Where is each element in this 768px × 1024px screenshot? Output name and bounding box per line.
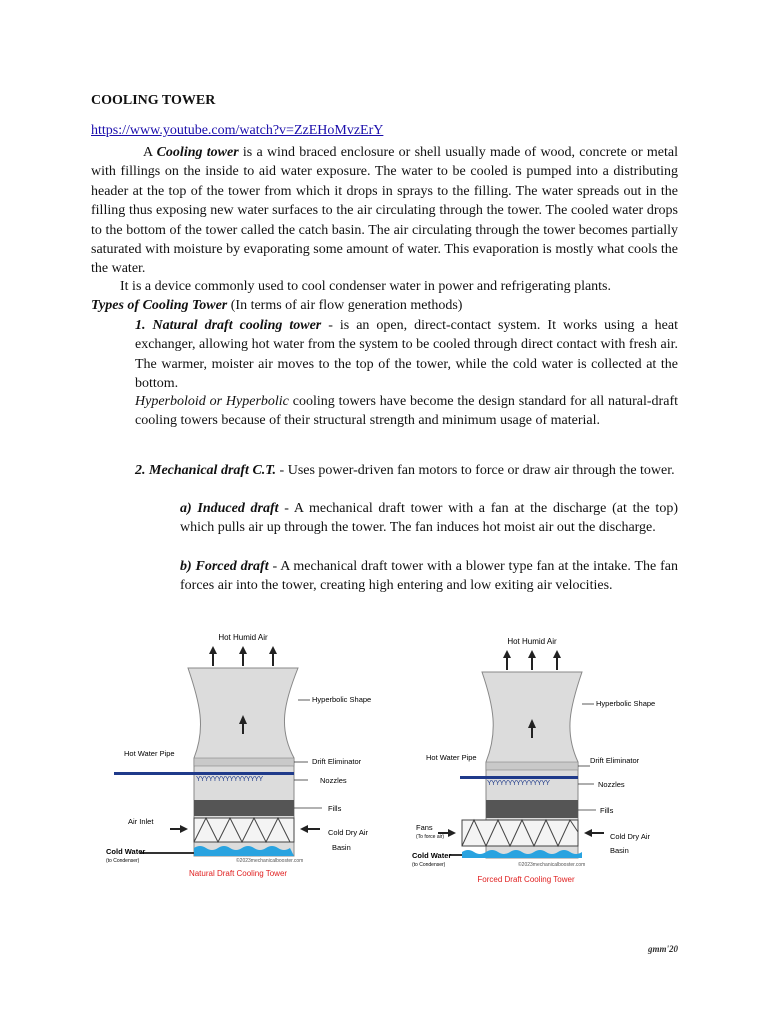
left-exhaust-arrows (209, 646, 277, 666)
right-fills (486, 800, 578, 818)
intro-text: is a wind braced enclosure or shell usually made of wood, concrete or metal with fillings on the inside to aid water exposure. The water to be cooled is pumped into a distributing header at the top of the tower from which it drops in sprays to the filling. The water spreads out in the filling thus exposing new water surfaces to the air circulating through the tower. The cooled water drops to the bottom of the tower called the catch basin. The air circulating through the tower becomes partially saturated with moisture by evaporating some amount of water. This evaporation is mostly what cools the the water. (91, 145, 678, 277)
right-cold-water-sub: (to Condenser) (412, 862, 446, 868)
types-heading (91, 296, 678, 315)
left-cold-air-arrow-icon (300, 825, 308, 833)
left-cold-water-sub: (to Condenser) (106, 858, 140, 864)
natural-draft-paragraph (135, 316, 678, 394)
right-hot-water-label: Hot Water Pipe (426, 753, 477, 762)
right-nozzles: YYYYYYYYYYYYYYY (487, 780, 550, 787)
natural-heading: 1. Natural draft cooling tower (135, 318, 322, 333)
usage-paragraph: It is a device commonly used to cool condenser water in power and refrigerating plants. (120, 279, 612, 294)
right-exhaust-arrows (503, 650, 561, 670)
left-copyright: ©2023mechanicalbooster.com (236, 858, 304, 864)
left-hot-water-pipe (114, 772, 294, 775)
youtube-link[interactable]: https://www.youtube.com/watch?v=ZzEHoMvzErY (91, 123, 384, 138)
right-fills-label: Fills (600, 806, 614, 815)
left-caption: Natural Draft Cooling Tower (188, 869, 288, 878)
intro-paragraph (91, 143, 678, 279)
left-hot-water-label: Hot Water Pipe (124, 749, 175, 758)
forced-draft-paragraph (180, 557, 678, 596)
right-hot-humid-air-label: Hot Humid Air (507, 637, 557, 646)
left-cold-air-label: Cold Dry Air (328, 828, 369, 837)
intro-term: Cooling tower (156, 145, 239, 160)
left-fills-label: Fills (328, 804, 342, 813)
left-fills (194, 800, 294, 816)
natural-draft-diagram (100, 628, 380, 888)
mechanical-heading: 2. Mechanical draft C.T. (135, 463, 277, 478)
left-hyperbolic-label: Hyperbolic Shape (312, 695, 372, 704)
right-copyright: ©2023mechanicalbooster.com (518, 862, 586, 868)
left-air-inlet-arrow-icon (180, 825, 188, 833)
right-hot-water-pipe (460, 776, 578, 779)
right-caption: Forced Draft Cooling Tower (477, 875, 575, 884)
left-cold-water-label: Cold Water (106, 847, 146, 856)
left-nozzles: YYYYYYYYYYYYYYYY (196, 776, 263, 783)
mechanical-text: - Uses power-driven fan motors to force or draw air through the tower. (276, 463, 675, 478)
natural-text: - is an open, direct-contact system. It works using a heat exchanger, allowing hot water from the system to be cooled through direct contact with fresh air. The warmer, moister air moves to the top of the tower, while the cold water is collected at the bottom. (135, 318, 679, 392)
right-nozzles-label: Nozzles (598, 780, 625, 789)
right-fans-sub: (To force air) (416, 834, 445, 840)
intro-lead: A (143, 145, 157, 160)
mechanical-draft-paragraph (135, 461, 678, 480)
hyperbolic-paragraph (135, 392, 678, 431)
induced-text: - A mechanical draft tower with a fan at the discharge (at the top) which pulls air up through the tower. The fan induces hot moist air out the discharge. (180, 501, 678, 536)
left-air-inlet-label: Air Inlet (128, 817, 154, 826)
induced-term: a) Induced draft (180, 501, 279, 516)
right-cold-water-label: Cold Water (412, 851, 452, 860)
left-drift-label: Drift Eliminator (312, 757, 362, 766)
left-drift-eliminator (194, 758, 294, 766)
induced-draft-paragraph (180, 499, 678, 538)
left-basin-label: Basin (332, 843, 351, 852)
right-basin-label: Basin (610, 846, 629, 855)
types-title: Types of Cooling Tower (91, 298, 228, 313)
left-hot-humid-air-label: Hot Humid Air (218, 633, 268, 642)
right-cold-air-label: Cold Dry Air (610, 832, 651, 841)
page-title: COOLING TOWER (91, 93, 216, 108)
hyperbolic-text: cooling towers have become the design standard for all natural-draft cooling towers because of their structural strength and minimum usage of material. (135, 394, 678, 429)
right-fans-label: Fans (416, 823, 433, 832)
types-note: (In terms of air flow generation methods) (227, 298, 463, 313)
hyperbolic-term: Hyperboloid or Hyperbolic (135, 394, 289, 409)
right-drift-eliminator (486, 762, 578, 770)
right-cold-air-arrow-icon (584, 829, 592, 837)
forced-draft-diagram (410, 632, 685, 892)
forced-term: b) Forced draft (180, 559, 269, 574)
right-fan-arrow-icon (448, 829, 456, 837)
page-footer: gmm'20 (648, 944, 679, 954)
left-nozzles-label: Nozzles (320, 776, 347, 785)
right-hyperbolic-label: Hyperbolic Shape (596, 699, 656, 708)
right-drift-label: Drift Eliminator (590, 756, 640, 765)
forced-text: - A mechanical draft tower with a blower type fan at the intake. The fan forces air into the tower, creating high entering and low exiting air velocities. (180, 559, 678, 594)
